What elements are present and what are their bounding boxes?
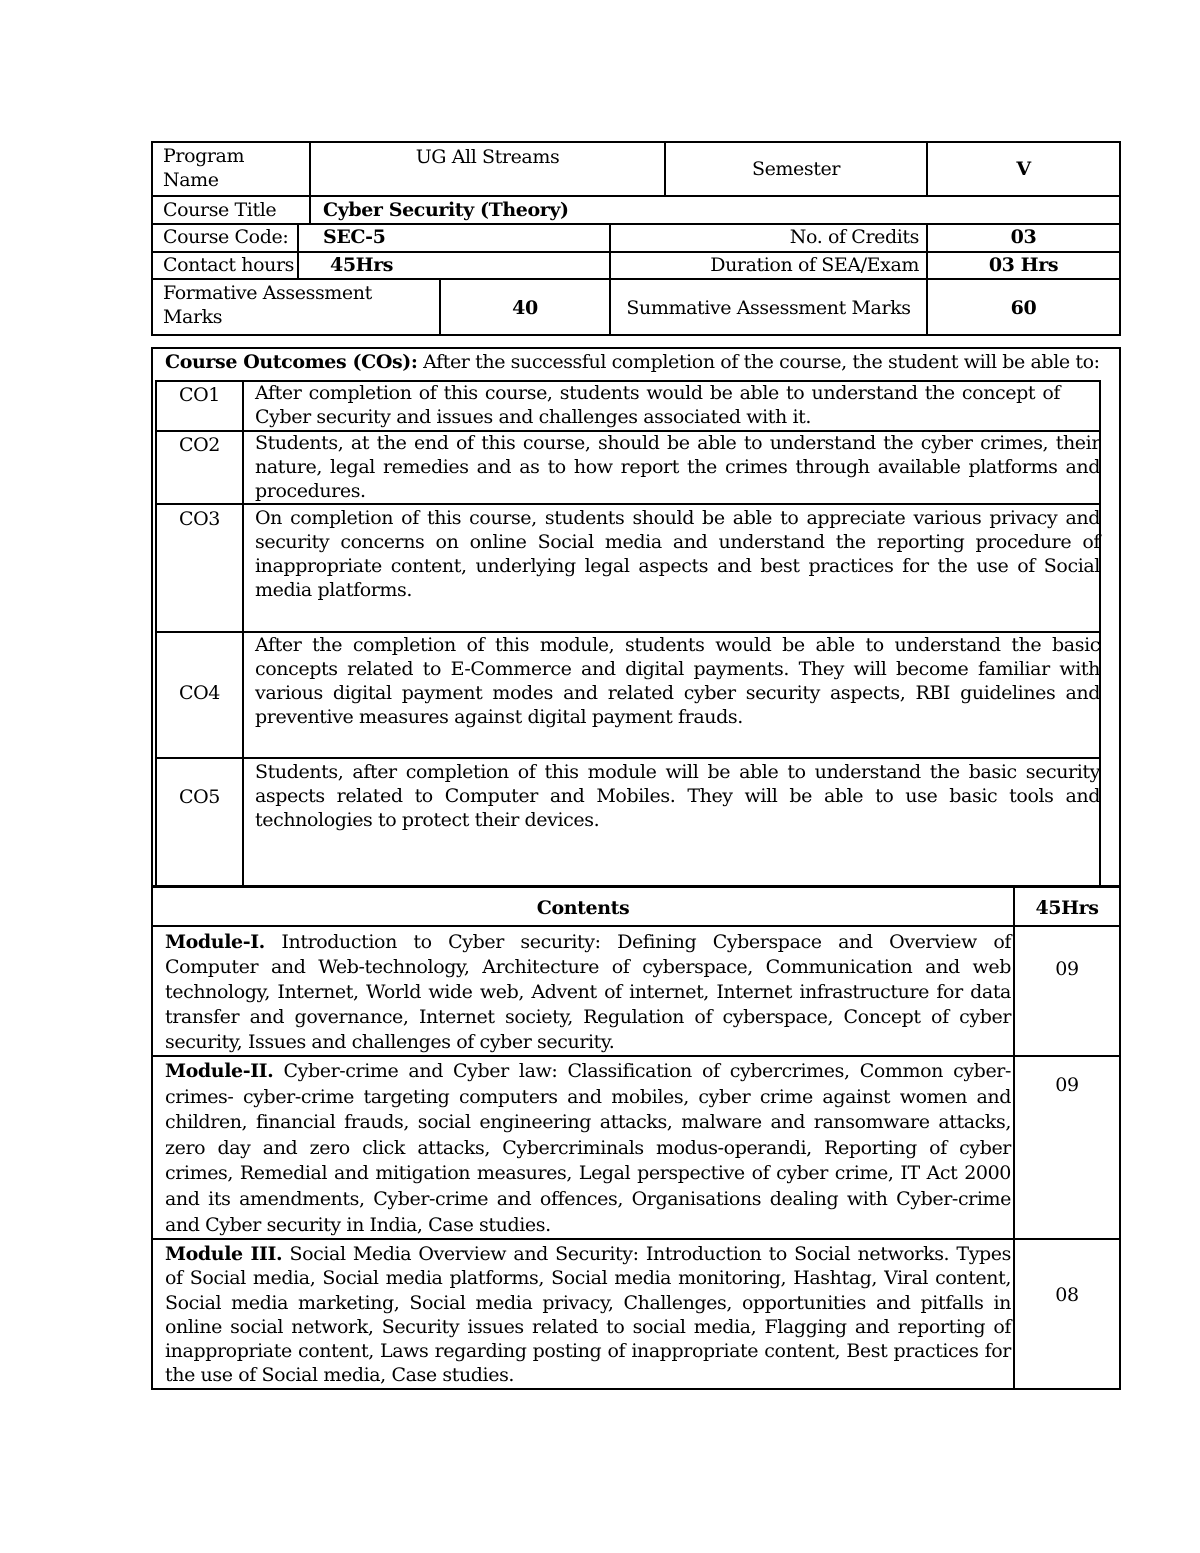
co-text: After the completion of this module, students would be able to understand the basic concepts related to E-Commerce and digital payments. They will become familiar with various digital payment modes and related cyber security aspects, RBI guidelines and preventive measures against digital payment frauds. [255, 634, 1100, 728]
summative-label: Summative Assessment Marks [626, 297, 911, 319]
formative-label: Formative Assessment Marks [163, 282, 372, 328]
duration-value: 03 Hrs [988, 254, 1059, 276]
program-name-label: Program Name [163, 145, 245, 191]
course-code-label: Course Code: [163, 226, 289, 248]
duration-label: Duration of SEA/Exam [710, 254, 919, 276]
outcomes-heading-text: After the successful completion of the course, the student will be able to: [417, 351, 1100, 373]
module-title: Module III. [165, 1243, 283, 1265]
formative-value: 40 [512, 297, 538, 319]
co-code: CO1 [178, 384, 220, 406]
module-description [165, 1059, 1011, 1238]
module-title: Module-II. [165, 1060, 274, 1082]
program-name-value: UG All Streams [415, 146, 560, 168]
co-text: On completion of this course, students should be able to appreciate various privacy and security concerns on online Social media and understand the reporting procedure of inappropriate content, underlying legal aspects and best practices for the use of Social media platforms. [255, 507, 1100, 601]
credits-value: 03 [1010, 226, 1037, 248]
co-text: Students, after completion of this module will be able to understand the basic security aspects related to Computer and Mobiles. They will be able to use basic tools and technologies to protect their devices. [255, 761, 1100, 831]
co-text: Students, at the end of this course, should be able to understand the cyber crimes, their nature, legal remedies and as to how report the crimes through available platforms and procedures. [255, 432, 1100, 502]
course-outcomes-section [151, 347, 1121, 889]
contents-hours-heading: 45Hrs [1035, 897, 1099, 919]
contents-table [151, 887, 1121, 1390]
module-text: Social Media Overview and Security: Introduction to Social networks. Types of Social media, Social media platforms, Social media monitoring, Hashtag, Viral content, Social media marketing, Social media privacy, Challenges, opportunities and pitfalls in online social network, Security issues related to social media, Flagging and reporting of inappropriate content, Laws regarding posting of inappropriate content, Best practices for the use of Social media, Case studies. [165, 1243, 1011, 1387]
credits-label: No. of Credits [789, 226, 919, 248]
module-title: Module-I. [165, 931, 265, 953]
module-text: Introduction to Cyber security: Defining Cyberspace and Overview of Computer and Web-technology, Architecture of cyberspace, Communication and web technology, Internet, World wide web, Advent of internet, Internet infrastructure for data transfer and governance, Internet society, Regulation of cyberspace, Concept of cyber security, Issues and challenges of cyber security. [165, 931, 1011, 1053]
co-code: CO3 [178, 508, 220, 530]
semester-label: Semester [751, 158, 841, 180]
semester-value: V [1016, 158, 1031, 180]
module-description [165, 1242, 1011, 1388]
course-info-table [151, 141, 1121, 336]
co-code: CO2 [178, 434, 220, 456]
module-description [165, 930, 1011, 1055]
outcomes-heading [165, 350, 1125, 374]
outcomes-heading-bold: Course Outcomes (COs): [165, 351, 418, 373]
contact-hours-label: Contact hours [163, 254, 295, 276]
module-text: Cyber-crime and Cyber law: Classification of cybercrimes, Common cyber-crimes- cyber-crime targeting computers and mobiles, cyber crime against women and children, financial frauds, social engineering attacks, malware and ransomware attacks, zero day and zero click attacks, Cybercriminals modus-operandi, Reporting of cyber crimes, Remedial and mitigation measures, Legal perspective of cyber crime, IT Act 2000 and its amendments, Cyber-crime and offences, Organisations dealing with Cyber-crime and Cyber security in India, Case studies. [165, 1060, 1011, 1236]
course-title-value: Cyber Security (Theory) [323, 199, 569, 221]
co-text: After completion of this course, students would be able to understand the concept of Cyber security and issues and challenges associated with it. [255, 382, 1060, 428]
co-code: CO4 [178, 682, 220, 704]
summative-value: 60 [1010, 297, 1037, 319]
contents-heading: Contents [536, 897, 630, 919]
course-code-value: SEC-5 [323, 226, 386, 248]
module-hours: 08 [1055, 1284, 1079, 1306]
module-hours: 09 [1055, 958, 1079, 980]
module-hours: 09 [1055, 1074, 1079, 1096]
contact-hours-value: 45Hrs [330, 254, 394, 276]
co-code: CO5 [178, 786, 220, 808]
course-title-label: Course Title [163, 199, 277, 221]
